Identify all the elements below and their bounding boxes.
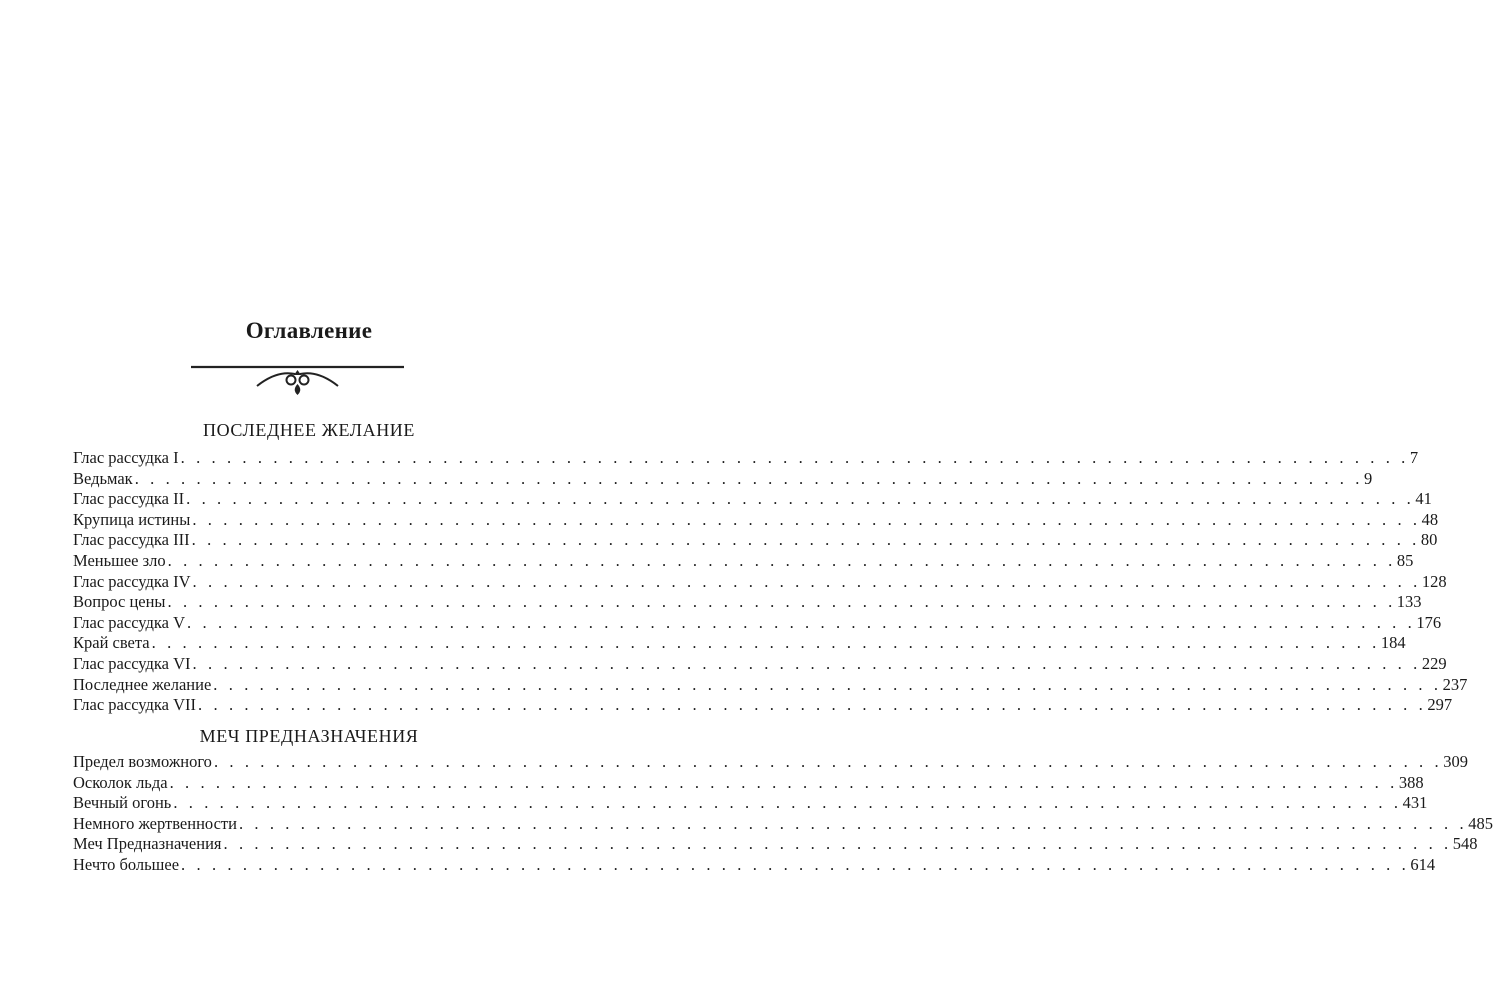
toc-entry[interactable] — [73, 509, 1439, 531]
toc-entry-page: 309 — [1443, 752, 1468, 771]
ornament-divider-icon — [191, 360, 404, 400]
toc-entry-page: 548 — [1452, 834, 1478, 854]
dot-leader: . . . . . . . . . . . . . . . . . . . . . . . . . . . . . . . . . . . . . . . . . . . . . . . . . . . . . . . . . . . . . . . . . . . . . . . . . . . . . . . . — [173, 793, 1402, 813]
toc-entry-title: Последнее желание — [73, 674, 212, 694]
dot-leader: . . . . . . . . . . . . . . . . . . . . . . . . . . . . . . . . . . . . . . . . . . . . . . . . . . . . . . . . . . . . . . . . . . . . . . . . . . . . . . . . — [186, 489, 1415, 509]
section-heading: МЕЧ ПРЕДНАЗНАЧЕНИЯ — [199, 726, 419, 746]
dot-leader: . . . . . . . . . . . . . . . . . . . . . . . . . . . . . . . . . . . . . . . . . . . . . . . . . . . . . . . . . . . . . . . . . . . . . . . . . . . . . . . . — [192, 653, 1421, 673]
toc-entry-title: Вечный огонь — [73, 793, 172, 813]
toc-entry-page: 237 — [1442, 674, 1468, 694]
toc-entry-title: Ведьмак — [73, 468, 133, 488]
toc-entry-page: 176 — [1416, 612, 1442, 632]
dot-leader: . . . . . . . . . . . . . . . . . . . . . . . . . . . . . . . . . . . . . . . . . . . . . . . . . . . . . . . . . . . . . . . . . . . . . . . . . . . . . . . . — [151, 633, 1380, 653]
toc-entry-page: 297 — [1427, 695, 1453, 715]
toc-entry-page: 9 — [1363, 468, 1373, 488]
toc-entry-title: Глас рассудка II — [73, 489, 185, 509]
toc-entry-page: 128 — [1421, 571, 1447, 591]
dot-leader: . . . . . . . . . . . . . . . . . . . . . . . . . . . . . . . . . . . . . . . . . . . . . . . . . . . . . . . . . . . . . . . . . . . . . . . . . . . . . . . . — [180, 448, 1409, 467]
toc-entry-title: Немного жертвенности — [73, 813, 237, 833]
dot-leader: . . . . . . . . . . . . . . . . . . . . . . . . . . . . . . . . . . . . . . . . . . . . . . . . . . . . . . . . . . . . . . . . . . . . . . . . . . . . . . . . — [213, 674, 1442, 694]
toc-entry[interactable] — [73, 834, 1478, 855]
toc-entry-title: Край света — [73, 633, 150, 653]
dot-leader: . . . . . . . . . . . . . . . . . . . . . . . . . . . . . . . . . . . . . . . . . . . . . . . . . . . . . . . . . . . . . . . . . . . . . . . . . . . . . . . . — [169, 772, 1398, 792]
toc-entry[interactable] — [73, 550, 1414, 572]
toc-entry-page: 133 — [1396, 592, 1422, 612]
dot-leader: . . . . . . . . . . . . . . . . . . . . . . . . . . . . . . . . . . . . . . . . . . . . . . . . . . . . . . . . . . . . . . . . . . . . . . . . . . . . . . . . — [167, 550, 1396, 570]
toc-entry-title: Вопрос цены — [73, 592, 166, 612]
toc-entry-page: 85 — [1396, 550, 1414, 570]
dot-leader: . . . . . . . . . . . . . . . . . . . . . . . . . . . . . . . . . . . . . . . . . . . . . . . . . . . . . . . . . . . . . . . . . . . . . . . . . . . . . . . . — [238, 813, 1468, 833]
dot-leader: . . . . . . . . . . . . . . . . . . . . . . . . . . . . . . . . . . . . . . . . . . . . . . . . . . . . . . . . . . . . . . . . . . . . . . . . . . . . . . . . — [198, 695, 1427, 715]
toc-entry[interactable] — [73, 653, 1447, 675]
toc-entry[interactable] — [73, 695, 1453, 716]
toc-entry[interactable] — [73, 571, 1447, 593]
toc-entry-title: Глас рассудка V — [73, 612, 186, 632]
dot-leader: . . . . . . . . . . . . . . . . . . . . . . . . . . . . . . . . . . . . . . . . . . . . . . . . . . . . . . . . . . . . . . . . . . . . . . . . . . . . . . . . — [192, 571, 1421, 591]
toc-entry-page: 229 — [1421, 653, 1447, 673]
toc-entry[interactable] — [73, 752, 1468, 773]
toc-entry-title: Предел возможного — [73, 752, 212, 771]
toc-entry[interactable] — [73, 813, 1493, 835]
section-heading: ПОСЛЕДНЕЕ ЖЕЛАНИЕ — [202, 420, 416, 440]
toc-entry-title: Глас рассудка I — [73, 448, 179, 467]
toc-entry[interactable] — [73, 854, 1436, 876]
toc-entry-page: 41 — [1415, 489, 1432, 509]
dot-leader: . . . . . . . . . . . . . . . . . . . . . . . . . . . . . . . . . . . . . . . . . . . . . . . . . . . . . . . . . . . . . . . . . . . . . . . . . . . . . . . . — [181, 854, 1410, 874]
page-title: Оглавление — [245, 318, 373, 343]
toc-entry-title: Меч Предназначения — [73, 834, 222, 854]
toc-entry[interactable] — [73, 633, 1406, 654]
toc-entry-title: Нечто большее — [73, 854, 180, 874]
toc-entry-title: Глас рассудка IV — [73, 571, 191, 591]
dot-leader: . . . . . . . . . . . . . . . . . . . . . . . . . . . . . . . . . . . . . . . . . . . . . . . . . . . . . . . . . . . . . . . . . . . . . . . . . . . . . . . . — [223, 834, 1452, 854]
toc-entry[interactable] — [73, 468, 1373, 490]
toc-entry[interactable] — [73, 530, 1438, 551]
toc-entry-page: 614 — [1410, 854, 1436, 874]
toc-list — [73, 448, 1468, 716]
toc-entry-page: 48 — [1421, 509, 1439, 529]
toc-entry-title: Глас рассудка VII — [73, 695, 197, 715]
toc-entry[interactable] — [73, 612, 1442, 634]
toc-entry-page: 485 — [1468, 813, 1493, 833]
toc-entry[interactable] — [73, 592, 1422, 613]
toc-entry-title: Крупица истины — [73, 509, 191, 529]
toc-entry[interactable] — [73, 448, 1419, 469]
toc-entry-page: 7 — [1409, 448, 1419, 467]
dot-leader: . . . . . . . . . . . . . . . . . . . . . . . . . . . . . . . . . . . . . . . . . . . . . . . . . . . . . . . . . . . . . . . . . . . . . . . . . . . . . . . . — [213, 752, 1443, 771]
toc-entry-page: 80 — [1420, 530, 1438, 550]
dot-leader: . . . . . . . . . . . . . . . . . . . . . . . . . . . . . . . . . . . . . . . . . . . . . . . . . . . . . . . . . . . . . . . . . . . . . . . . . . . . . . . . — [192, 509, 1421, 529]
toc-entry-title: Меньшее зло — [73, 550, 166, 570]
dot-leader: . . . . . . . . . . . . . . . . . . . . . . . . . . . . . . . . . . . . . . . . . . . . . . . . . . . . . . . . . . . . . . . . . . . . . . . . . . . . . . . . — [187, 612, 1416, 632]
dot-leader: . . . . . . . . . . . . . . . . . . . . . . . . . . . . . . . . . . . . . . . . . . . . . . . . . . . . . . . . . . . . . . . . . . . . . . . . . . . . . . . . — [134, 468, 1363, 488]
toc-entry-title: Глас рассудка III — [73, 530, 190, 550]
toc-entry[interactable] — [73, 772, 1424, 794]
toc-entry[interactable] — [73, 674, 1468, 696]
toc-entry[interactable] — [73, 489, 1432, 510]
toc-entry-page: 184 — [1380, 633, 1406, 653]
toc-entry-title: Осколок льда — [73, 772, 168, 792]
toc-entry-page: 388 — [1398, 772, 1424, 792]
toc-entry[interactable] — [73, 793, 1428, 814]
dot-leader: . . . . . . . . . . . . . . . . . . . . . . . . . . . . . . . . . . . . . . . . . . . . . . . . . . . . . . . . . . . . . . . . . . . . . . . . . . . . . . . . — [191, 530, 1420, 550]
toc-entry-page: 431 — [1402, 793, 1428, 813]
toc-entry-title: Глас рассудка VI — [73, 653, 191, 673]
toc-list — [73, 752, 1493, 876]
dot-leader: . . . . . . . . . . . . . . . . . . . . . . . . . . . . . . . . . . . . . . . . . . . . . . . . . . . . . . . . . . . . . . . . . . . . . . . . . . . . . . . . — [167, 592, 1396, 612]
